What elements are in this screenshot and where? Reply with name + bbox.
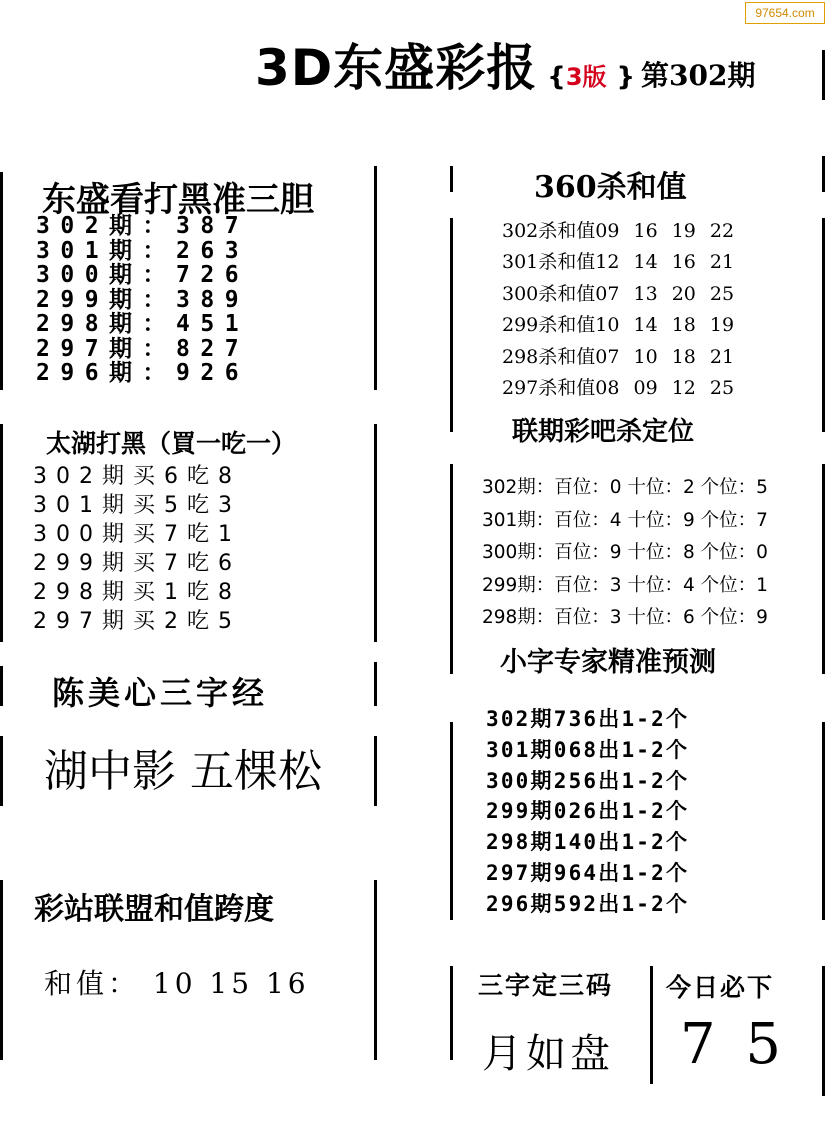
xiaozi-row: 299期026出1-2个 <box>486 799 690 824</box>
xiaozi-title: 小字专家精准预测 <box>500 647 716 678</box>
sanzi-phrase: 月如盘 <box>482 1031 614 1077</box>
taihu-row: 300期买7吃1 <box>33 522 241 547</box>
edition-label: 3版 <box>565 63 607 91</box>
dongsheng-row: 296期：926 <box>36 360 250 386</box>
left-rule <box>450 722 453 920</box>
right-rule <box>374 424 377 642</box>
lianqi-title: 联期彩吧杀定位 <box>512 417 695 447</box>
xiaozi-row: 296期592出1-2个 <box>486 891 690 916</box>
taihu-list <box>33 462 241 636</box>
chenmeixin-phrase: 湖中影 五棵松 <box>44 746 322 797</box>
sha360-row: 301杀和值12 14 16 21 <box>502 251 735 274</box>
left-rule <box>0 666 3 706</box>
taihu-row: 302期买6吃8 <box>33 464 241 489</box>
sha360-title: 360杀和值 <box>534 170 687 205</box>
dongsheng-row: 300期：726 <box>36 262 250 288</box>
sha360-row: 299杀和值10 14 18 19 <box>502 314 735 337</box>
caizhan-line: 和值： 10 15 16 <box>44 967 310 1000</box>
xiaozi-list <box>486 707 816 920</box>
xiaozi-row: 302期736出1-2个 <box>486 707 690 731</box>
xiaozi-row: 297期964出1-2个 <box>486 860 690 885</box>
sha360-row: 300杀和值07 13 20 25 <box>502 282 735 305</box>
dongsheng-title: 东盛看打黑准三胆 <box>42 180 314 220</box>
caizhan-title: 彩站联盟和值跨度 <box>34 892 274 927</box>
right-rule <box>374 736 377 806</box>
issue-number: 第302期 <box>641 59 756 92</box>
xiaozi-row: 301期068出1-2个 <box>486 737 690 762</box>
right-rule <box>374 166 377 390</box>
taihu-title: 太湖打黑（買一吃一） <box>46 429 297 458</box>
taihu-row: 298期买1吃8 <box>33 580 241 605</box>
left-rule <box>0 424 3 642</box>
page-header <box>255 28 755 98</box>
sha360-row: 302杀和值09 16 19 22 <box>502 220 735 242</box>
taihu-row: 299期买7吃6 <box>33 551 241 576</box>
left-rule <box>0 736 3 806</box>
jinri-numbers: 7 5 <box>680 1012 788 1077</box>
left-rule <box>450 464 453 674</box>
dongsheng-row: 297期：827 <box>36 335 250 362</box>
left-rule <box>0 172 3 390</box>
dongsheng-row: 299期：389 <box>36 286 250 313</box>
dongsheng-row: 298期：451 <box>36 311 250 337</box>
sha360-row: 297杀和值08 09 12 25 <box>502 377 735 400</box>
xiaozi-row: 298期140出1-2个 <box>486 830 690 855</box>
dongsheng-row: 302期：387 <box>36 213 250 239</box>
left-rule <box>450 166 453 192</box>
left-rule <box>450 218 453 432</box>
left-rule <box>0 880 3 1060</box>
page-title: 3D东盛彩报 <box>255 39 538 97</box>
taihu-row: 301期买5吃3 <box>33 493 241 518</box>
right-rule <box>822 464 825 674</box>
lianqi-list <box>482 472 768 635</box>
dongsheng-list <box>36 214 249 386</box>
sha360-row: 298杀和值07 10 18 21 <box>502 345 735 368</box>
right-rule <box>374 880 377 1060</box>
site-watermark: 97654.com <box>745 2 825 24</box>
lianqi-row: 299期：百位：3 十位：4 个位：1 <box>482 574 768 596</box>
chenmeixin-title: 陈美心三字经 <box>52 674 269 712</box>
taihu-row: 297期买2吃5 <box>33 609 241 634</box>
lianqi-row: 298期：百位：3 十位：6 个位：9 <box>482 607 768 628</box>
sha360-list <box>502 216 734 404</box>
xiaozi-row: 300期256出1-2个 <box>486 768 690 793</box>
edition-brace-close: } <box>616 62 636 92</box>
right-rule <box>822 218 825 432</box>
lianqi-row: 300期：百位：9 十位：8 个位：0 <box>482 542 768 563</box>
right-rule <box>822 966 825 1096</box>
lianqi-row: 301期：百位：4 十位：9 个位：7 <box>482 509 768 531</box>
left-rule <box>450 966 453 1060</box>
lianqi-row: 302期：百位：0 十位：2 个位：5 <box>482 477 768 498</box>
jinri-title: 今日必下 <box>666 973 775 1002</box>
edition-brace-open: { <box>547 62 566 92</box>
sanzi-title: 三字定三码 <box>478 971 614 1000</box>
divider-rule <box>650 966 653 1084</box>
right-rule <box>822 156 825 192</box>
right-rule <box>822 722 825 920</box>
right-rule <box>374 662 377 706</box>
header-right-rule <box>822 50 825 100</box>
dongsheng-row: 301期：263 <box>36 237 250 264</box>
